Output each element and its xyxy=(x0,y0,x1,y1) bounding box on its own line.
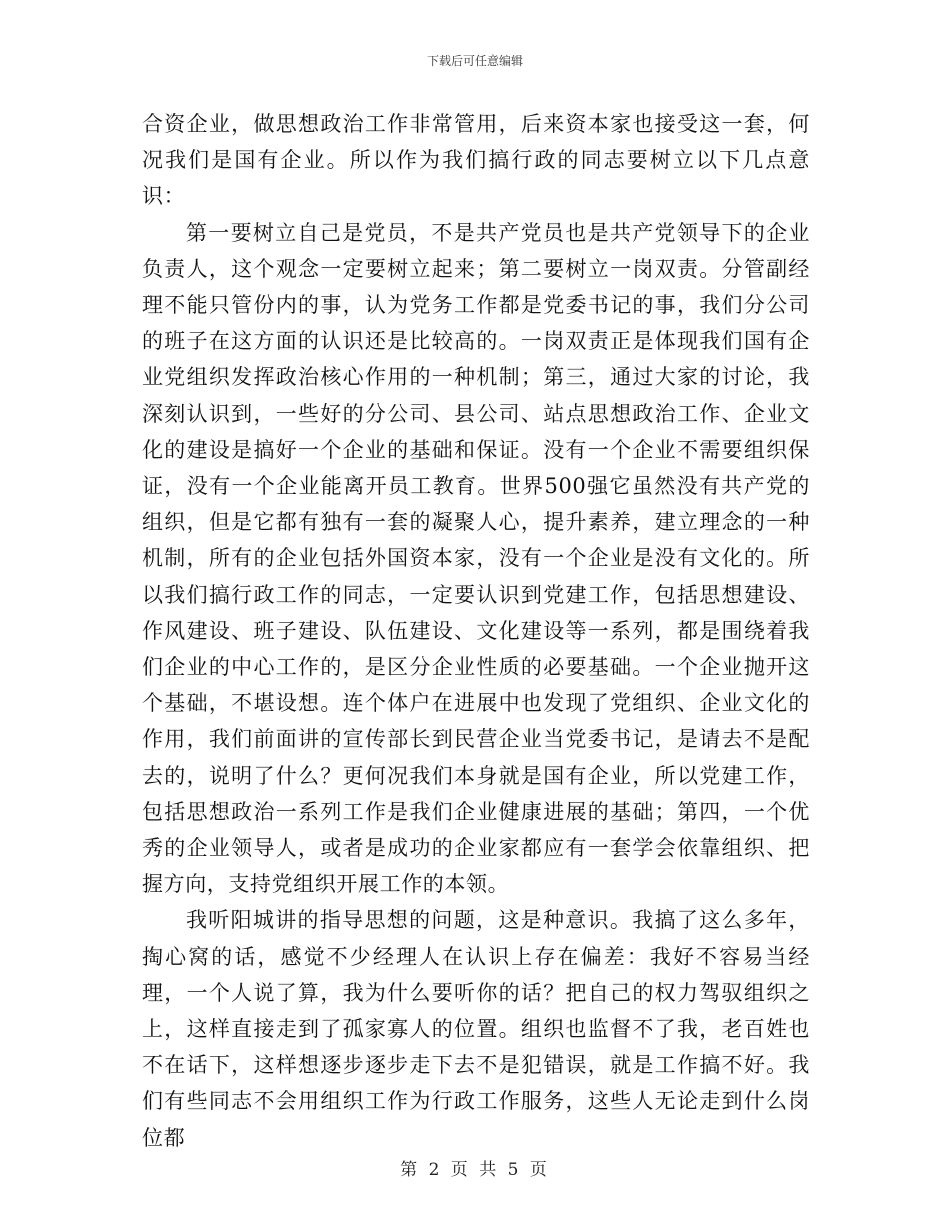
document-body xyxy=(142,106,810,1156)
paragraph-awareness-points: 第一要树立自己是党员，不是共产党员也是共产党领导下的企业负责人，这个观念一定要树立起来；第二要树立一岗双责。分管副经理不能只管份内的事，认为党务工作都是党委书记的事，我们分公司的班子在这方面的认识还是比较高的。一岗双责正是体现我们国有企业党组织发挥政治核心作用的一种机制；第三，通过大家的讨论，我深刻认识到，一些好的分公司、县公司、站点思想政治工作、企业文化的建设是搞好一个企业的基础和保证。没有一个企业不需要组织保证，没有一个企业能离开员工教育。世界500强它虽然没有共产党的组织，但是它都有独有一套的凝聚人心，提升素养，建立理念的一种机制，所有的企业包括外国资本家，没有一个企业是没有文化的。所以我们搞行政工作的同志，一定要认识到党建工作，包括思想建设、作风建设、班子建设、队伍建设、文化建设等一系列，都是围绕着我们企业的中心工作的，是区分企业性质的必要基础。一个企业抛开这个基础，不堪设想。连个体户在进展中也发现了党组织、企业文化的作用，我们前面讲的宣传部长到民营企业当党委书记，是请去不是配去的，说明了什么？更何况我们本身就是国有企业，所以党建工作，包括思想政治一系列工作是我们企业健康进展的基础；第四，一个优秀的企业领导人，或者是成功的企业家都应有一套学会依靠组织、把握方向，支持党组织开展工作的本领。 xyxy=(142,220,810,897)
page-number-footer: 第 2 页 共 5 页 xyxy=(400,1160,550,1180)
page-header: 下载后可任意编辑 xyxy=(426,54,523,68)
paragraph-guiding-ideas: 我听阳城讲的指导思想的问题，这是种意识。我搞了这么多年，掏心窝的话，感觉不少经理人在认识上存在偏差：我好不容易当经理，一个人说了算，我为什么要听你的话？把自己的权力驾驭组织之上，这样直接走到了孤家寡人的位置。组织也监督不了我，老百姓也不在话下，这样想逐步逐步走下去不是犯错误，就是工作搞不好。我们有些同志不会用组织工作为行政工作服务，这些人无论走到什么岗位都 xyxy=(142,908,810,1150)
paragraph-continuation: 合资企业，做思想政治工作非常管用，后来资本家也接受这一套，何况我们是国有企业。所以作为我们搞行政的同志要树立以下几点意识： xyxy=(142,112,810,209)
